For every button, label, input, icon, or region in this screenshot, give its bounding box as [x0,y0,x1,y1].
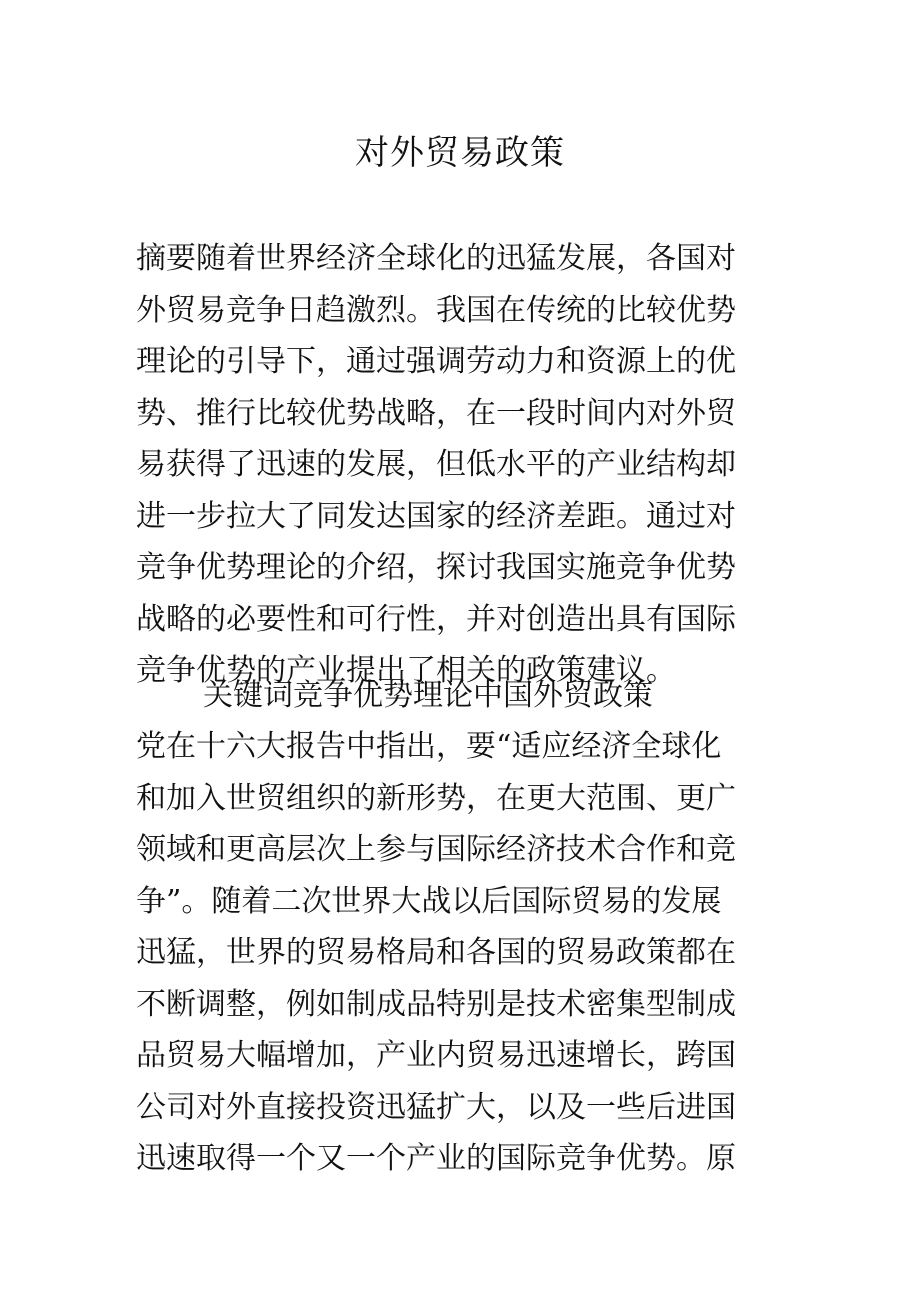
keywords-paragraph [136,670,756,722]
body-line: 和加入世贸组织的新形势，在更大范围、更广 [136,780,736,816]
body-line: 领域和更高层次上参与国际经济技术合作和竞 [136,832,736,867]
keywords-line: 关键词竞争优势理论中国外贸政策 [203,678,653,713]
body-line: 迅速取得一个又一个产业的国际竞争优势。原 [136,1141,736,1176]
document-title: 对外贸易政策 [355,133,565,173]
body-paragraph [136,721,756,1185]
abstract-line: 势、推行比较优势战略，在一段时间内对外贸 [136,395,736,431]
body-line: 公司对外直接投资迅猛扩大，以及一些后进国 [136,1089,736,1125]
abstract-line: 易获得了迅速的发展，但低水平的产业结构却 [136,447,736,482]
abstract-line: 摘要随着世界经济全球化的迅猛发展，各国对 [136,241,736,276]
body-line: 争”。随着二次世界大战以后国际贸易的发展 [136,883,722,919]
abstract-line: 外贸易竞争日趋激烈。我国在传统的比较优势 [136,292,736,328]
abstract-line: 进一步拉大了同发达国家的经济差距。通过对 [136,498,736,534]
abstract-line: 竞争优势的产业提出了相关的政策建议。 [136,653,676,688]
body-line: 品贸易大幅增加，产业内贸易迅速增长，跨国 [136,1038,736,1073]
body-line: 不断调整，例如制成品特别是技术密集型制成 [136,986,736,1022]
abstract-line: 理论的引导下，通过强调劳动力和资源上的优 [136,344,736,379]
body-line: 党在十六大报告中指出，要“适应经济全球化 [136,729,722,764]
abstract-line: 竞争优势理论的介绍，探讨我国实施竞争优势 [136,550,736,585]
abstract-line: 战略的必要性和可行性，并对创造出具有国际 [136,601,736,637]
body-line: 迅猛，世界的贸易格局和各国的贸易政策都在 [136,935,736,970]
abstract-paragraph [136,233,756,697]
